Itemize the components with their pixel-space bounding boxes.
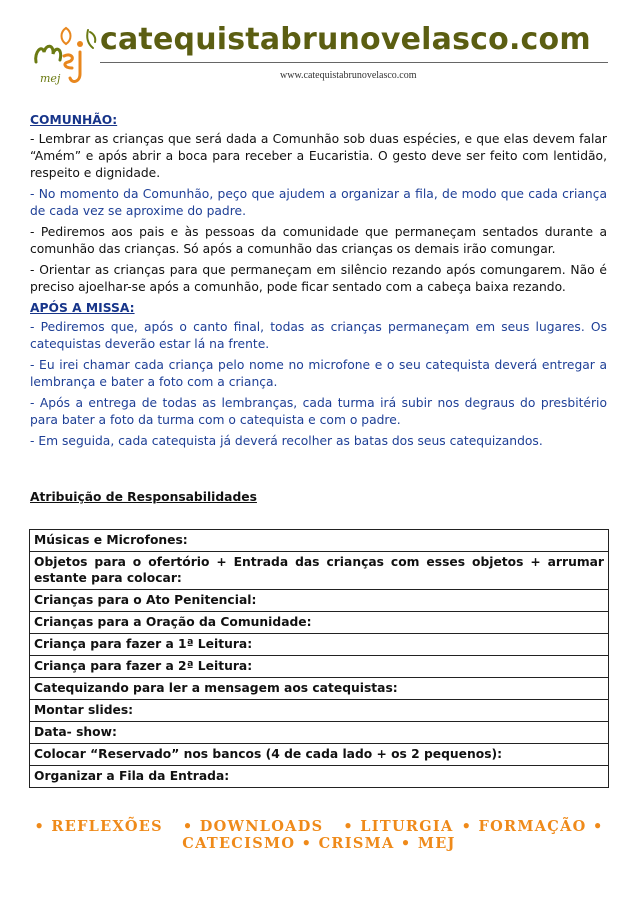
apos-missa-paragraph-4: - Em seguida, cada catequista já deverá recolher as batas dos seus catequizandos. — [30, 434, 543, 448]
table-row — [30, 612, 609, 634]
table-cell: Criança para fazer a 1ª Leitura: — [30, 634, 609, 656]
table-row — [30, 656, 609, 678]
comunhao-paragraph-3: - Pediremos aos pais e às pessoas da comunidade que permaneçam sentados durante a comunhão das crianças. Só após a comunhão das crianças os demais irão comungar. — [30, 225, 607, 256]
table-cell: Objetos para o ofertório + Entrada das crianças com esses objetos + arrumar estante para colocar: — [30, 552, 609, 590]
comunhao-paragraph-4: - Orientar as crianças para que permaneçam em silêncio rezando após comungarem. Não é preciso ajoelhar-se após a comunhão, pode ficar sentado com a cabeça baixa rezando. — [30, 263, 607, 294]
footer-link-mej[interactable]: MEJ — [417, 835, 456, 852]
table-row — [30, 766, 609, 788]
table-cell: Colocar “Reservado” nos bancos (4 de cada lado + os 2 pequenos): — [30, 744, 609, 766]
logo-text: mej — [40, 72, 61, 85]
footer-categories-line-1 — [0, 818, 638, 835]
table-row — [30, 552, 609, 590]
table-cell: Organizar a Fila da Entrada: — [30, 766, 609, 788]
comunhao-paragraph-2: - No momento da Comunhão, peço que ajudem a organizar a fila, de modo que cada criança de cada vez se aproxime do padre. — [30, 187, 607, 218]
comunhao-heading: COMUNHÃO: — [30, 113, 118, 127]
table-cell: Crianças para a Oração da Comunidade: — [30, 612, 609, 634]
table-row — [30, 634, 609, 656]
apos-missa-paragraph-1: - Pediremos que, após o canto final, todas as crianças permaneçam em seus lugares. Os catequistas deverão estar lá na frente. — [30, 320, 607, 351]
table-row — [30, 700, 609, 722]
title-divider — [100, 62, 608, 63]
apos-missa-paragraph-3: - Após a entrega de todas as lembranças, cada turma irá subir nos degraus do presbitério para bater a foto da turma com o catequista e com o padre. — [30, 396, 607, 427]
table-cell: Catequizando para ler a mensagem aos catequistas: — [30, 678, 609, 700]
table-row — [30, 530, 609, 552]
footer-link-liturgia[interactable]: • LITURGIA — [343, 818, 454, 835]
responsibilities-table — [29, 529, 609, 788]
footer-link-downloads[interactable]: • DOWNLOADS — [182, 818, 324, 835]
apos-missa-heading: APÓS A MISSA: — [30, 301, 135, 315]
footer-link-crisma[interactable]: CRISMA — [318, 835, 395, 852]
apos-missa-paragraph-2: - Eu irei chamar cada criança pelo nome no microfone e o seu catequista deverá entregar a lembrança e bater a foto com a criança. — [30, 358, 607, 389]
table-cell: Crianças para o Ato Penitencial: — [30, 590, 609, 612]
table-row — [30, 590, 609, 612]
footer-link-formacao[interactable]: • FORMAÇÃO • — [461, 818, 604, 835]
footer-bullet: • — [400, 835, 412, 852]
comunhao-paragraph-1: - Lembrar as crianças que será dada a Comunhão sob duas espécies, e que elas devem falar “Amém” e após abrir a boca para receber a Eucaristia. O gesto deve ser feito com lentidão, respeito e dignidade. — [30, 132, 607, 180]
mej-logo — [30, 22, 100, 86]
instructions-body — [30, 112, 607, 454]
footer-categories-line-2 — [0, 835, 638, 852]
footer-link-catecismo[interactable]: CATECISMO — [182, 835, 296, 852]
site-title: catequistabrunovelasco.com — [100, 22, 591, 57]
site-url: www.catequistabrunovelasco.com — [280, 70, 417, 81]
table-row — [30, 678, 609, 700]
footer-link-reflexoes[interactable]: • REFLEXÕES — [34, 818, 163, 835]
atribuicao-heading: Atribuição de Responsabilidades — [30, 490, 257, 504]
footer-bullet: • — [301, 835, 313, 852]
table-cell: Montar slides: — [30, 700, 609, 722]
table-row — [30, 722, 609, 744]
table-cell: Data- show: — [30, 722, 609, 744]
table-cell: Criança para fazer a 2ª Leitura: — [30, 656, 609, 678]
table-cell: Músicas e Microfones: — [30, 530, 609, 552]
table-row — [30, 744, 609, 766]
